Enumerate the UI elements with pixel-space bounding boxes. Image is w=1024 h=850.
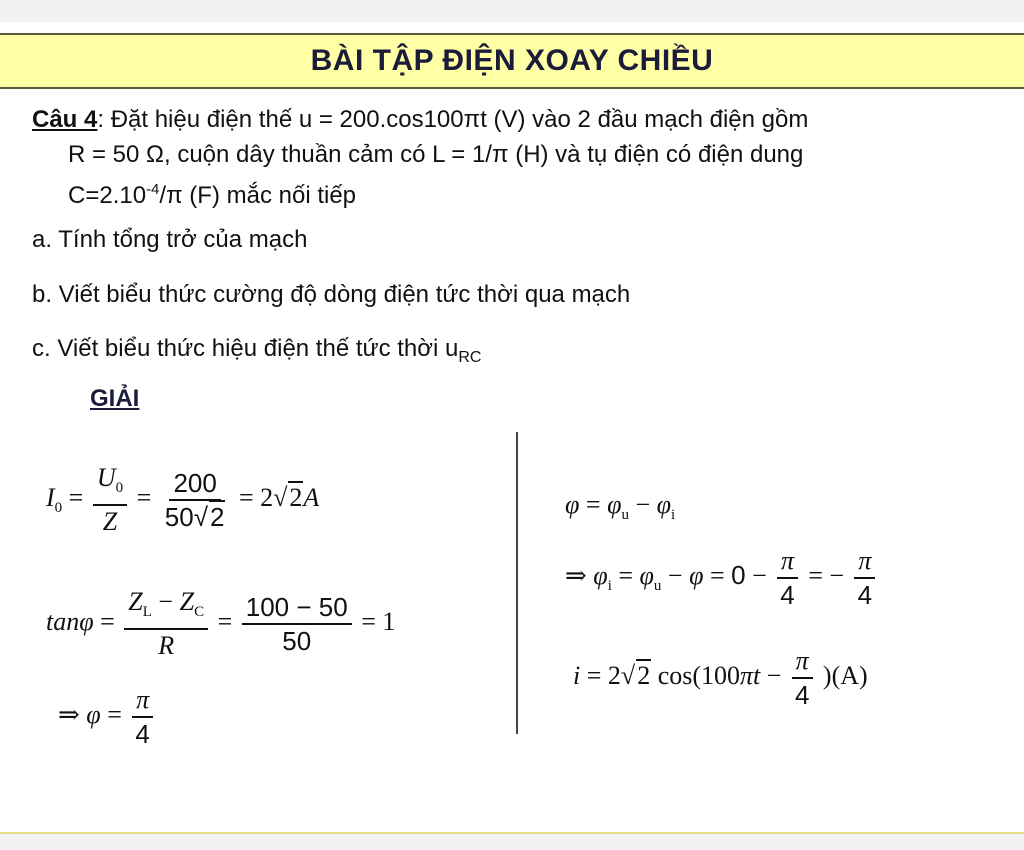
var-I: I bbox=[46, 482, 55, 512]
var-phi-u2: φ bbox=[639, 560, 654, 590]
cos-close: )(A) bbox=[822, 660, 868, 690]
equation-phi: ⇒ φ = $\frac{\pi}{4}$ bbox=[58, 684, 157, 750]
den-4d: 4 bbox=[794, 680, 810, 710]
equation-current-amplitude: $I_0$ = $\frac{U_0}{Z}$ = $\frac{200}{50√2}$ = 2√2A bbox=[46, 463, 320, 536]
sub-L: L bbox=[142, 604, 152, 620]
problem-text-3b: /π (F) mắc nối tiếp bbox=[159, 182, 357, 209]
problem-exponent: -4 bbox=[146, 181, 160, 198]
var-phi2: φ bbox=[689, 560, 704, 590]
var-phi: φ bbox=[86, 699, 101, 729]
var-ZC: Z bbox=[179, 587, 195, 616]
equation-tan-phi: tanφ = $\frac{Z_L - Z_C}{R}$ = $\frac{100 - 50}{50}$ = 1 bbox=[46, 587, 396, 660]
question-label: Câu 4 bbox=[32, 106, 98, 133]
sub-i2: i bbox=[607, 577, 612, 594]
task-a: a. Tính tổng trở của mạch bbox=[32, 226, 308, 253]
problem-line-3 bbox=[32, 172, 1002, 213]
num-200: 200 bbox=[169, 467, 220, 501]
eq-1: = 1 bbox=[361, 606, 396, 636]
var-ZL: Z bbox=[128, 587, 143, 616]
frac-100-50 bbox=[242, 591, 352, 657]
var-pi-b: π bbox=[781, 546, 795, 575]
var-pi-d: π bbox=[795, 646, 809, 675]
task-c bbox=[32, 335, 481, 367]
unit-A: A bbox=[303, 482, 320, 512]
den-4c: 4 bbox=[857, 580, 873, 610]
var-R: R bbox=[158, 631, 175, 660]
cos-open: cos(100 bbox=[657, 660, 741, 690]
num-100-50: 100 − 50 bbox=[242, 591, 352, 625]
zero: 0 bbox=[731, 559, 746, 590]
den-50: 50 bbox=[164, 502, 194, 532]
sub-u2: u bbox=[653, 577, 662, 594]
problem-statement bbox=[32, 102, 1002, 213]
sqrt-2c: 2 bbox=[637, 660, 651, 690]
den-4b: 4 bbox=[780, 580, 795, 610]
solution-label: GIẢI bbox=[90, 385, 140, 412]
sqrt-2b: 2 bbox=[289, 482, 303, 512]
coef-2: 2 bbox=[607, 660, 621, 690]
task-c-text: c. Viết biểu thức hiệu điện thế tức thời u bbox=[32, 335, 459, 362]
problem-line-1 bbox=[32, 102, 1002, 137]
top-strip bbox=[0, 0, 1024, 22]
sub-0: 0 bbox=[54, 499, 63, 516]
sub-u: u bbox=[621, 507, 629, 523]
problem-text-3a: C=2.10 bbox=[68, 182, 147, 209]
frac-pi-4 bbox=[131, 684, 153, 750]
equation-phi-i: ⇒ $\varphi_i = \varphi_u - \varphi = 0$ − $\frac{\pi}{4}$ = − $\frac{\pi}{4}$ bbox=[565, 545, 879, 611]
sub-0b: 0 bbox=[115, 480, 124, 496]
var-Z: Z bbox=[102, 507, 118, 536]
problem-text-1: : Đặt hiệu điện thế u = 200.cos100πt (V) vào 2 đầu mạch điện gồm bbox=[97, 106, 809, 133]
problem-line-2: R = 50 Ω, cuộn dây thuần cảm có L = 1/π (H) và tụ điện có điện dung bbox=[68, 141, 804, 168]
var-phi-i2: φ bbox=[593, 560, 608, 590]
equation-current-expression: i = 2√2 cos(100πt − $\frac{\pi}{4}$ )(A) bbox=[573, 646, 868, 710]
task-c-subscript: RC bbox=[458, 349, 482, 366]
frac-pi-4c bbox=[854, 545, 876, 611]
equation-phase-diff: $\varphi = \varphi_u - \varphi_i$ bbox=[565, 490, 676, 523]
title-banner bbox=[0, 33, 1024, 89]
var-phi-r: φ bbox=[565, 490, 580, 519]
den-4: 4 bbox=[135, 719, 150, 749]
sub-i: i bbox=[671, 507, 676, 523]
rhs-2: = 2 bbox=[238, 482, 274, 512]
den-50b: 50 bbox=[282, 626, 312, 656]
frac-pi-4d bbox=[791, 645, 813, 711]
page-title: BÀI TẬP ĐIỆN XOAY CHIỀU bbox=[310, 44, 714, 77]
task-b: b. Viết biểu thức cường độ dòng điện tức thời qua mạch bbox=[32, 281, 631, 308]
var-pi: π bbox=[136, 685, 150, 714]
frac-pi-4b bbox=[776, 545, 798, 611]
var-phi-u: φ bbox=[607, 490, 622, 519]
frac-ZL-ZC: $\frac{Z_L - Z_C}{R}$ bbox=[124, 586, 208, 662]
var-i: i bbox=[573, 660, 581, 690]
tan-phi: tanφ bbox=[46, 606, 94, 636]
pi-t: πt bbox=[740, 660, 761, 690]
frac-U0-Z bbox=[93, 462, 127, 538]
var-phi-i: φ bbox=[656, 490, 672, 519]
var-pi-c: π bbox=[858, 546, 872, 575]
sqrt-2: 2 bbox=[210, 502, 225, 532]
frac-200: $\frac{200}{50√2}$ bbox=[164, 468, 225, 532]
column-divider bbox=[516, 432, 518, 734]
sub-C: C bbox=[194, 604, 205, 620]
var-U: U bbox=[96, 463, 116, 492]
bottom-strip bbox=[0, 832, 1024, 850]
